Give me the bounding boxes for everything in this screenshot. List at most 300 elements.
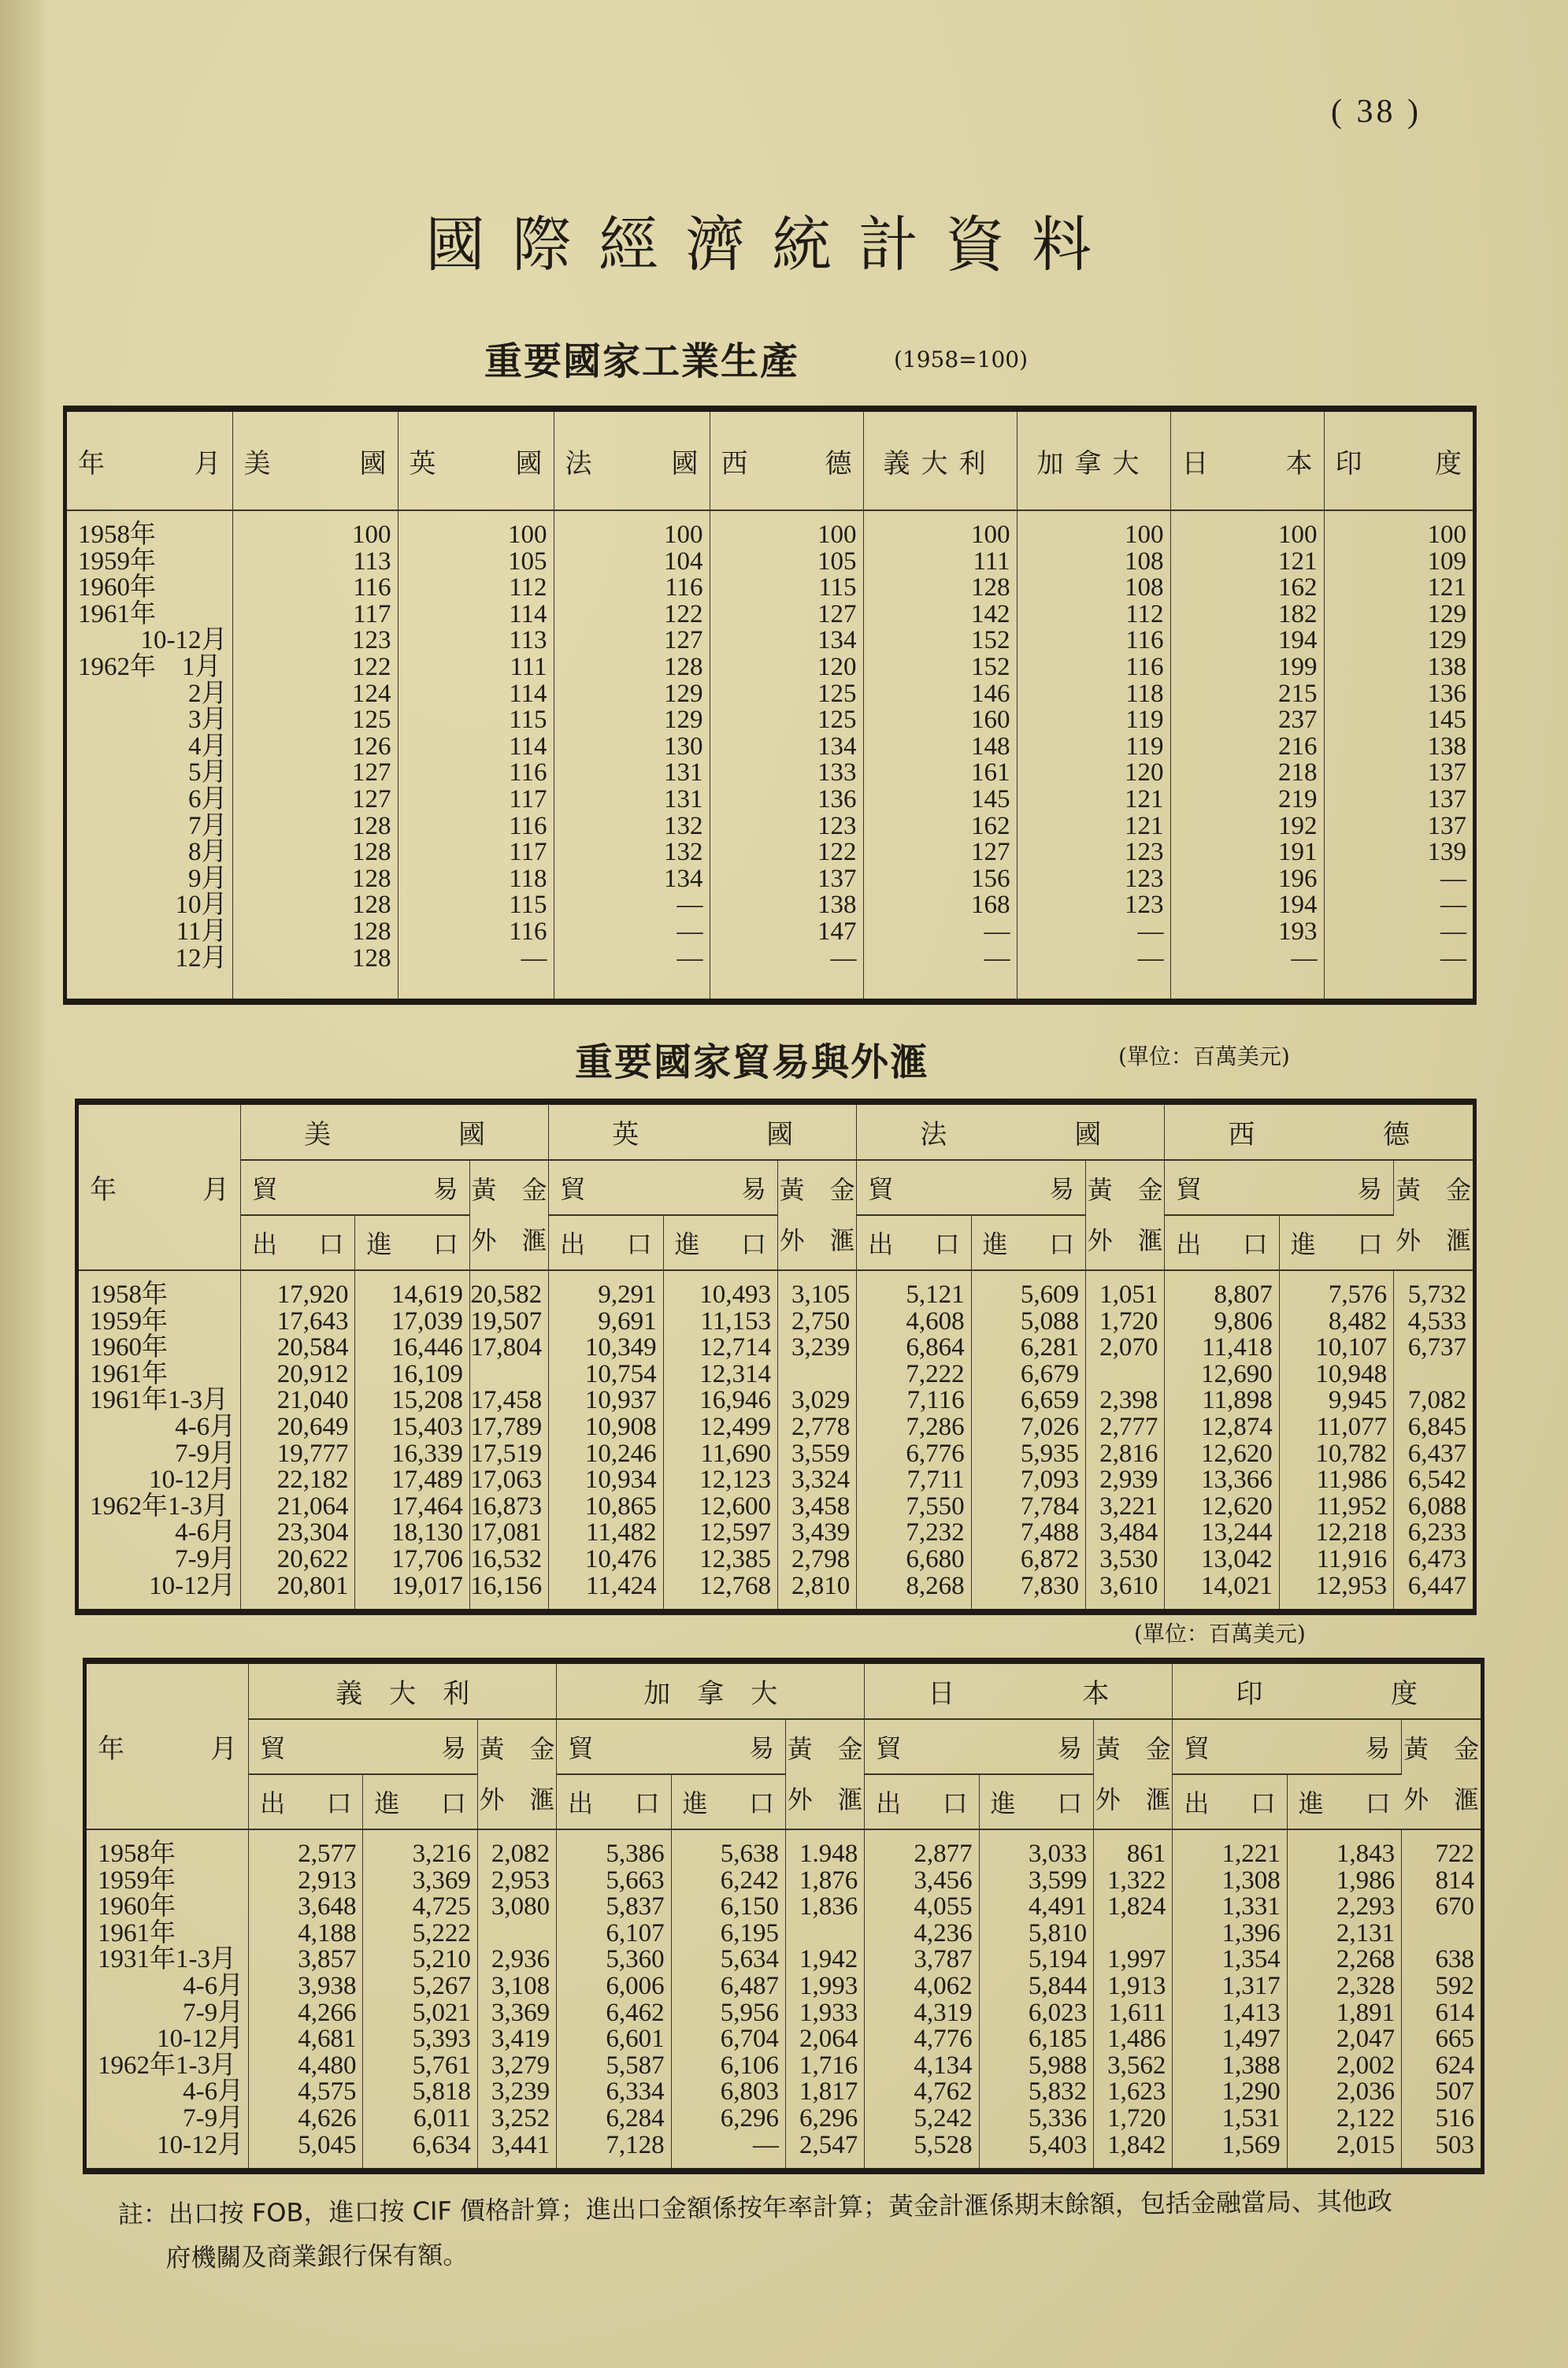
data-cell: 127 (971, 838, 1010, 867)
header-text: 法 (565, 447, 592, 480)
data-cell: 6,437 (1407, 1439, 1466, 1468)
data-cell: 20,582 (470, 1280, 543, 1309)
data-cell: 3,484 (1099, 1518, 1158, 1547)
data-cell: 128 (352, 943, 391, 973)
row-label: 7-9月 (183, 1998, 244, 2027)
data-cell: 3,080 (491, 1892, 550, 1921)
trade-subheader (865, 1719, 1094, 1774)
data-cell: 237 (1278, 706, 1318, 735)
data-cell: 5,818 (412, 2077, 471, 2107)
data-cell: 1,308 (1221, 1866, 1281, 1895)
data-cell: 2,750 (791, 1306, 851, 1336)
data-cell: 1,221 (1221, 1840, 1281, 1868)
data-cell: 4,491 (1028, 1892, 1088, 1921)
header-text: 出 (876, 1788, 902, 1818)
data-cell: 146 (971, 679, 1010, 708)
header-text: 印 (1236, 1678, 1263, 1710)
data-cell: 11,077 (1316, 1412, 1388, 1441)
header-text: 義大利 (883, 447, 997, 480)
data-cell: 17,464 (391, 1492, 463, 1521)
row-label: 1960年 (90, 1333, 168, 1362)
header-text: 外 滙 (471, 1225, 547, 1255)
data-cell: 6,334 (606, 2077, 665, 2107)
header-text: 年 (98, 1733, 124, 1765)
header-text: 英 (409, 447, 436, 480)
header-text: 出 (1184, 1788, 1210, 1818)
data-cell: 5,761 (412, 2051, 471, 2080)
data-column-exports (557, 1829, 671, 2168)
data-cell: 142 (971, 599, 1010, 628)
header-text: 口 (1057, 1788, 1083, 1818)
data-column-exports (1173, 1829, 1287, 2168)
data-cell: 100 (1427, 521, 1466, 549)
data-cell: 194 (1278, 626, 1318, 655)
data-cell: 128 (352, 811, 391, 840)
data-cell: 2,082 (491, 1840, 550, 1868)
row-label: 12月 (175, 943, 228, 973)
data-cell: 117 (353, 599, 391, 628)
data-cell: 5,360 (606, 1945, 665, 1974)
data-cell: 6,487 (720, 1971, 779, 2000)
data-column-imports (979, 1829, 1093, 2168)
data-cell: 2,913 (298, 1866, 357, 1895)
gold-forex-subheader (777, 1160, 856, 1270)
row-label: 1959年 (98, 1866, 176, 1895)
data-cell: 1,720 (1099, 1306, 1158, 1336)
data-cell: 10,107 (1315, 1333, 1388, 1362)
data-cell: 115 (509, 891, 547, 920)
data-cell: 10,865 (584, 1492, 657, 1521)
data-cell: 1,623 (1107, 2077, 1166, 2107)
row-label: 1962年 1月 (78, 652, 221, 681)
data-cell: — (752, 2130, 779, 2159)
data-cell: 125 (352, 706, 391, 735)
data-cell: 122 (664, 599, 703, 628)
data-cell: 1,388 (1221, 2051, 1281, 2080)
data-cell: 17,489 (391, 1466, 463, 1495)
data-cell: 665 (1435, 2025, 1474, 2054)
data-cell: 218 (1278, 758, 1318, 787)
data-cell: 5,638 (720, 1840, 779, 1868)
data-column-gold (785, 1829, 864, 2168)
data-cell: 125 (817, 679, 857, 708)
data-cell: 113 (509, 626, 547, 655)
data-column-gold (469, 1270, 548, 1609)
data-cell: 121 (1125, 784, 1164, 813)
data-cell: 2,047 (1336, 2025, 1396, 2054)
trade-subheader (241, 1160, 470, 1215)
data-cell: 9,945 (1328, 1386, 1388, 1415)
data-cell: 6,284 (606, 2103, 665, 2133)
data-column-gold (1394, 1270, 1473, 1609)
column-header-usa (232, 412, 398, 510)
data-cell: 100 (1125, 521, 1164, 549)
row-label: 1961年 (98, 1918, 176, 1947)
header-text: 易 (432, 1174, 458, 1204)
export-subheader (549, 1215, 663, 1270)
data-cell: — (677, 917, 703, 946)
data-cell: 123 (352, 626, 391, 655)
data-cell: 10,493 (699, 1280, 771, 1309)
data-cell: 3,279 (491, 2051, 550, 2080)
data-cell: 4,533 (1407, 1306, 1466, 1336)
footnote-line-1: 註：出口按 FOB，進口按 CIF 價格計算；進出口金額係按年率計算；黃金計滙係期末餘額，包括金融當局、其他政 (117, 2185, 1393, 2229)
row-label: 1960年 (78, 573, 156, 602)
data-cell: 216 (1278, 732, 1318, 761)
data-cell: — (1440, 917, 1466, 946)
data-cell: 7,286 (906, 1412, 965, 1441)
data-cell: 114 (509, 599, 547, 628)
data-column-imports (355, 1270, 469, 1609)
data-cell: 861 (1126, 1840, 1166, 1868)
header-text: 美 (243, 447, 271, 480)
data-cell: 1,716 (799, 2051, 858, 2080)
data-cell: 7,082 (1407, 1386, 1466, 1415)
data-cell: 8,482 (1328, 1306, 1388, 1336)
data-column-wgermany (710, 510, 863, 999)
data-cell: 9,691 (598, 1306, 657, 1336)
header-text: 外 滙 (1087, 1225, 1163, 1255)
data-cell: 109 (1427, 547, 1466, 576)
data-cell: 4,776 (914, 2025, 973, 2054)
row-label: 1962年1-3月 (98, 2051, 236, 2080)
data-cell: 6,473 (1407, 1544, 1466, 1573)
data-cell: 3,216 (412, 1840, 471, 1868)
data-cell: 137 (1427, 784, 1466, 813)
data-cell: 123 (1125, 864, 1164, 893)
column-header-year-month (67, 412, 232, 510)
data-cell: 6,864 (906, 1333, 965, 1362)
data-cell: 6,872 (1020, 1544, 1080, 1573)
data-cell: 6,195 (720, 1918, 779, 1947)
data-column-imports (671, 1829, 785, 2168)
data-column-gold (1086, 1270, 1165, 1609)
data-cell: 127 (664, 626, 703, 655)
data-cell: 5,956 (720, 1998, 779, 2027)
row-label: 1960年 (98, 1892, 176, 1921)
data-cell: 23,304 (276, 1518, 349, 1547)
data-cell: 2,877 (914, 1840, 973, 1868)
data-cell: 132 (664, 811, 703, 840)
country-header (857, 1105, 1165, 1160)
data-cell: — (521, 943, 547, 973)
industrial-production-table (63, 406, 1477, 1005)
data-cell: 12,714 (699, 1333, 771, 1362)
data-cell: 6,776 (906, 1439, 965, 1468)
country-header (557, 1664, 865, 1719)
data-cell: 138 (817, 891, 857, 920)
data-cell: 100 (664, 521, 703, 549)
data-cell: 2,268 (1336, 1945, 1396, 1974)
data-cell: 5,222 (412, 1918, 471, 1947)
data-cell: 111 (973, 547, 1010, 576)
data-column-imports (363, 1829, 477, 2168)
data-cell: 128 (352, 891, 391, 920)
data-cell: 12,314 (699, 1359, 771, 1388)
data-cell: 6,006 (606, 1971, 665, 2000)
data-cell: 17,519 (470, 1439, 543, 1468)
data-cell: 121 (1427, 573, 1466, 602)
data-cell: 3,369 (412, 1866, 471, 1895)
gold-forex-subheader (477, 1719, 556, 1829)
header-text: 國 (766, 1119, 794, 1151)
data-cell: 20,622 (276, 1544, 349, 1573)
header-text: 德 (825, 447, 852, 480)
header-text: 貿 (260, 1733, 286, 1763)
data-cell: 19,777 (276, 1439, 349, 1468)
header-text: 貿 (560, 1174, 586, 1204)
data-cell: 614 (1435, 1998, 1474, 2027)
header-text: 印 (1335, 447, 1362, 480)
data-cell: 116 (665, 573, 703, 602)
data-cell: 2,070 (1099, 1333, 1158, 1362)
import-subheader (363, 1774, 477, 1829)
data-cell: 2,936 (491, 1945, 550, 1974)
data-cell: 5,810 (1028, 1918, 1088, 1947)
footnote-line-2: 府機關及商業銀行保有額。 (165, 2240, 469, 2274)
trade-subheader (549, 1160, 778, 1215)
header-text: 黃 金 (471, 1175, 547, 1205)
data-cell: 128 (352, 864, 391, 893)
data-cell: 115 (509, 706, 547, 735)
header-text: 口 (934, 1229, 960, 1259)
header-text: 本 (1285, 447, 1313, 480)
import-subheader (1287, 1774, 1401, 1829)
data-cell: 3,648 (298, 1892, 357, 1921)
header-text: 出 (260, 1788, 286, 1818)
header-text: 出 (868, 1229, 894, 1259)
data-cell: 6,296 (720, 2103, 779, 2133)
header-text: 加 拿 大 (643, 1678, 778, 1710)
country-header (549, 1105, 857, 1160)
data-cell: 126 (352, 732, 391, 761)
row-label: 10-12月 (157, 2025, 244, 2054)
data-cell: 1,396 (1221, 1918, 1281, 1947)
data-cell: 10,754 (584, 1359, 657, 1388)
data-cell: 192 (1278, 811, 1318, 840)
data-cell: 5,045 (298, 2130, 357, 2159)
data-cell: 2,398 (1099, 1386, 1158, 1415)
data-cell: 6,185 (1028, 2025, 1088, 2054)
header-text: 月 (202, 1174, 230, 1206)
column-header-year-month (79, 1105, 241, 1270)
data-cell: 19,507 (470, 1306, 543, 1336)
data-cell: 116 (509, 917, 547, 946)
data-cell: 12,768 (699, 1571, 771, 1600)
header-text: 國 (458, 1119, 486, 1151)
import-subheader (663, 1215, 777, 1270)
data-cell: 20,584 (276, 1333, 349, 1362)
data-cell: 2,122 (1336, 2103, 1396, 2133)
data-cell: 161 (971, 758, 1010, 787)
row-label: 6月 (188, 784, 228, 813)
data-cell: 137 (1427, 811, 1466, 840)
data-cell: 108 (1125, 573, 1164, 602)
data-cell: 129 (664, 706, 703, 735)
data-cell: 5,336 (1028, 2103, 1088, 2133)
data-cell: 14,021 (1201, 1571, 1273, 1600)
header-text: 貿 (568, 1733, 594, 1763)
data-cell: 16,946 (699, 1386, 771, 1415)
data-cell: 17,804 (470, 1333, 543, 1362)
export-subheader (1173, 1774, 1287, 1829)
data-cell: 134 (817, 732, 857, 761)
data-column-imports (1279, 1270, 1393, 1609)
data-cell: 3,559 (791, 1439, 851, 1468)
header-text: 國 (359, 447, 387, 480)
gold-forex-subheader (1094, 1719, 1173, 1829)
data-cell: 105 (817, 547, 857, 576)
data-cell: 1,993 (799, 1971, 858, 2000)
data-cell: 112 (509, 573, 547, 602)
data-cell: 10,934 (584, 1466, 657, 1495)
import-subheader (979, 1774, 1093, 1829)
data-cell: 7,711 (906, 1466, 965, 1495)
data-cell: — (984, 917, 1010, 946)
data-cell: 5,393 (412, 2025, 471, 2054)
data-cell: 100 (971, 521, 1010, 549)
data-cell: 148 (971, 732, 1010, 761)
data-cell: 2,810 (791, 1571, 851, 1600)
data-cell: 12,620 (1201, 1439, 1273, 1468)
data-cell: — (677, 891, 703, 920)
data-column-canada (1017, 510, 1170, 999)
data-cell: 1.948 (799, 1840, 858, 1868)
data-cell: 131 (664, 758, 703, 787)
data-cell: 2,293 (1336, 1892, 1396, 1921)
header-text: 國 (671, 447, 699, 480)
header-text: 口 (1049, 1229, 1075, 1259)
data-cell: 3,787 (914, 1945, 973, 1974)
data-cell: 4,681 (298, 2025, 357, 2054)
data-cell: 3,610 (1099, 1571, 1158, 1600)
data-cell: 108 (1125, 547, 1164, 576)
data-cell: 12,597 (699, 1518, 771, 1547)
header-text: 外 滙 (1403, 1784, 1480, 1814)
data-cell: 6,447 (1407, 1571, 1466, 1600)
data-cell: 1,290 (1221, 2077, 1281, 2107)
data-cell: 6,011 (413, 2103, 471, 2133)
data-cell: — (1440, 891, 1466, 920)
data-cell: 5,837 (606, 1892, 665, 1921)
column-header-wgermany (710, 412, 863, 510)
data-cell: 9,806 (1214, 1306, 1273, 1336)
header-text: 黃 金 (479, 1734, 555, 1764)
data-cell: 4,062 (914, 1971, 973, 2000)
country-header (249, 1664, 557, 1719)
column-header-japan (1170, 412, 1324, 510)
data-cell: 5,988 (1028, 2051, 1088, 2080)
data-cell: 121 (1125, 811, 1164, 840)
data-cell: 1,913 (1107, 1971, 1166, 2000)
trade-forex-title: 重要國家貿易與外滙 (575, 1040, 930, 1084)
data-cell: 814 (1435, 1866, 1474, 1895)
data-cell: 152 (971, 652, 1010, 681)
header-text: 貿 (876, 1733, 902, 1763)
header-text: 貿 (252, 1174, 278, 1204)
data-cell: 3,221 (1099, 1492, 1158, 1521)
data-cell: 119 (1125, 706, 1164, 735)
data-cell: 16,109 (391, 1359, 463, 1388)
data-cell: 1,331 (1221, 1892, 1281, 1921)
data-cell: 16,339 (391, 1439, 463, 1468)
data-cell: 5,210 (412, 1945, 471, 1974)
data-cell: 5,634 (720, 1945, 779, 1974)
row-label: 8月 (188, 838, 228, 867)
header-text: 易 (1049, 1174, 1075, 1204)
data-cell: 114 (509, 732, 547, 761)
data-cell: 22,182 (276, 1466, 349, 1495)
data-column-exports (865, 1829, 979, 2168)
data-column-exports (857, 1270, 971, 1609)
data-cell: 137 (817, 864, 857, 893)
data-cell: 5,242 (914, 2103, 973, 2133)
row-label: 1958年 (90, 1280, 168, 1309)
data-cell: 5,732 (1407, 1280, 1466, 1309)
data-cell: 15,208 (391, 1386, 463, 1415)
data-cell: 3,029 (791, 1386, 851, 1415)
row-label: 1958年 (98, 1840, 176, 1868)
data-cell: 137 (1427, 758, 1466, 787)
data-column-gold (1402, 1829, 1481, 2168)
data-cell: 5,844 (1028, 1971, 1088, 2000)
data-cell: 2,002 (1336, 2051, 1396, 2080)
data-cell: 10,937 (584, 1386, 657, 1415)
data-cell: 5,587 (606, 2051, 665, 2080)
data-cell: 162 (1278, 573, 1318, 602)
data-cell: 4,055 (914, 1892, 973, 1921)
header-text: 易 (1057, 1733, 1083, 1763)
data-cell: 1,997 (1107, 1945, 1166, 1974)
data-cell: 21,040 (276, 1386, 349, 1415)
row-label: 1959年 (90, 1306, 168, 1336)
data-cell: — (1137, 943, 1164, 973)
data-cell: 13,366 (1201, 1466, 1273, 1495)
header-text: 外 滙 (787, 1784, 863, 1814)
data-cell: 3,441 (491, 2130, 550, 2159)
header-text: 口 (1357, 1229, 1383, 1259)
data-cell: 6,542 (1407, 1466, 1466, 1495)
data-cell: 127 (817, 599, 857, 628)
data-cell: 7,116 (906, 1386, 965, 1415)
export-subheader (557, 1774, 671, 1829)
data-cell: 128 (664, 652, 703, 681)
data-column-italy (863, 510, 1017, 999)
data-cell: 20,649 (276, 1412, 349, 1441)
data-cell: 100 (817, 521, 857, 549)
data-column-japan (1170, 510, 1324, 999)
data-cell: 3,033 (1028, 1840, 1088, 1868)
header-text: 黃 金 (779, 1175, 855, 1205)
row-label: 4月 (188, 732, 228, 761)
data-cell: 1,824 (1107, 1892, 1166, 1921)
data-cell: 5,663 (606, 1866, 665, 1895)
data-cell: 116 (1125, 626, 1164, 655)
data-cell: 1,569 (1221, 2130, 1281, 2159)
data-cell: 7,222 (906, 1359, 965, 1388)
import-subheader (1279, 1215, 1393, 1270)
data-cell: 11,898 (1202, 1386, 1273, 1415)
header-text: 易 (1357, 1174, 1383, 1204)
data-cell: 182 (1278, 599, 1318, 628)
data-cell: 3,562 (1107, 2051, 1166, 2080)
data-column-usa (232, 510, 398, 999)
data-cell: 123 (1125, 891, 1164, 920)
export-subheader (241, 1215, 355, 1270)
header-text: 進 (366, 1229, 392, 1259)
data-cell: 6,023 (1028, 1998, 1088, 2027)
header-text: 度 (1391, 1678, 1418, 1710)
